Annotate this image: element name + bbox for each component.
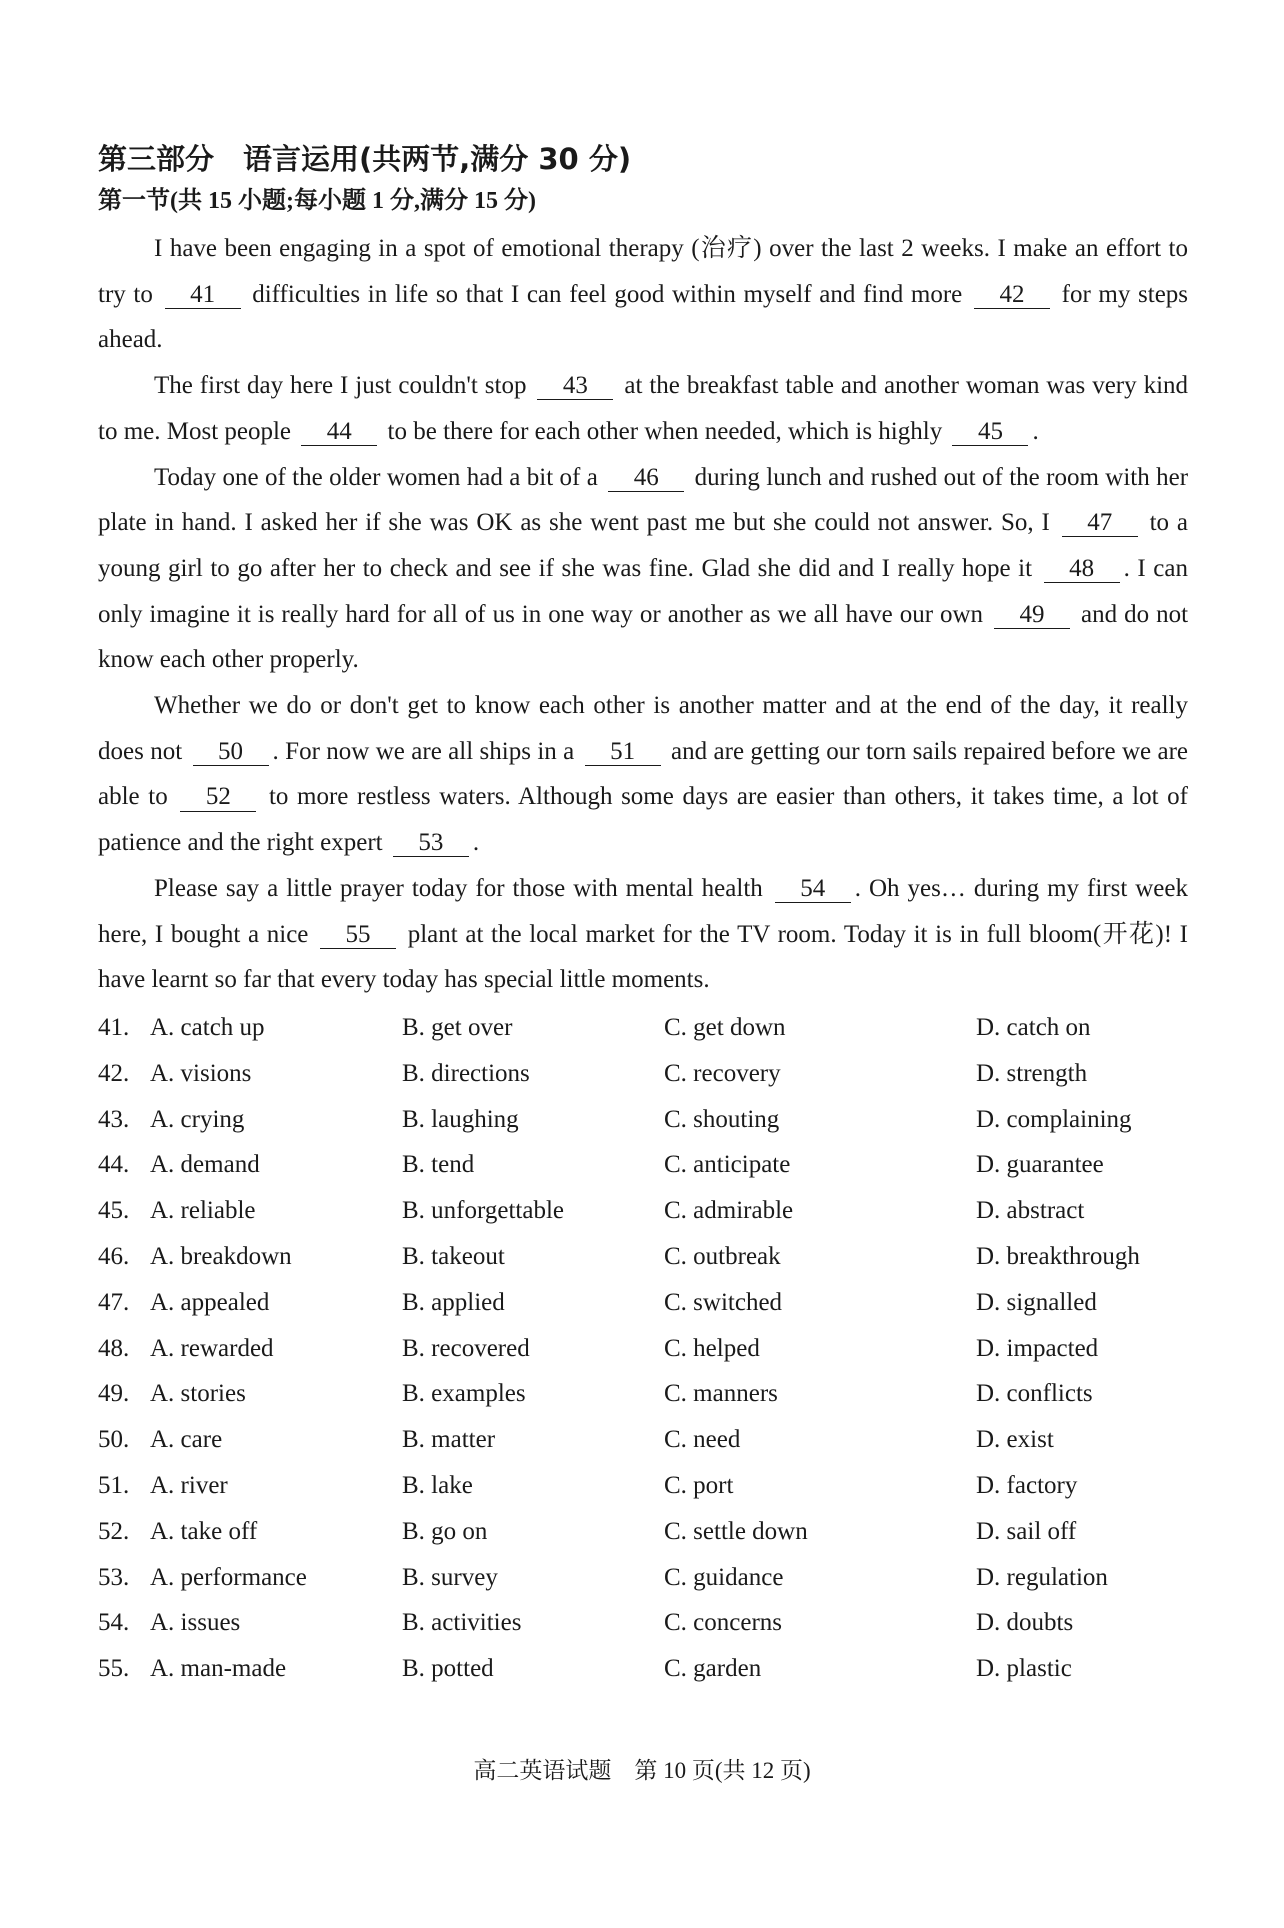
passage-text: Today one of the older women had a bit of a [154,463,598,491]
blank-51: 51 [585,739,661,766]
option-d: D. signalled [976,1288,1097,1316]
option-c: C. manners [664,1380,778,1408]
blank-42: 42 [974,282,1050,309]
question-row [98,1555,1188,1601]
option-c: C. garden [664,1655,762,1683]
question-number: 47. [98,1288,130,1316]
option-c: C. concerns [664,1609,783,1637]
passage-text: Please say a little prayer today for those with mental health [154,874,763,902]
question-number: 53. [98,1563,130,1591]
blank-50: 50 [193,739,269,766]
passage-text: to more restless waters. Although some days are easier than others, it takes time, a lot of patience and the right expert [98,783,1188,857]
option-b: B. recovered [402,1334,530,1362]
option-b: B. unforgettable [402,1197,564,1225]
question-row [98,1646,1188,1692]
option-a: A. take off [150,1517,258,1545]
option-b: B. laughing [402,1105,519,1133]
question-row [98,1280,1188,1326]
blank-48: 48 [1044,556,1120,583]
passage-text: plant at the local market for the TV room. Today it is in full bloom(开花)! I have learnt so far that every today has special little moments. [98,920,1188,994]
blank-41: 41 [165,282,241,309]
option-a: A. crying [150,1105,245,1133]
passage-text: difficulties in life so that I can feel good within myself and find more [252,280,963,308]
passage-paragraph-1 [98,226,1188,363]
question-row [98,1600,1188,1646]
question-row [98,1371,1188,1417]
question-row [98,1326,1188,1372]
option-b: B. activities [402,1609,522,1637]
answer-options [98,1005,1188,1692]
section-title: 第三部分 语言运用(共两节,满分 30 分) [98,142,632,176]
question-number: 43. [98,1105,130,1133]
question-row [98,1188,1188,1234]
option-d: D. impacted [976,1334,1099,1362]
option-d: D. regulation [976,1563,1108,1591]
question-number: 52. [98,1517,130,1545]
option-d: D. factory [976,1471,1078,1499]
passage-text: I have been engaging in a spot of emotional therapy (治疗) over the last 2 weeks. I make an effort to try to [98,235,1188,308]
blank-55: 55 [320,922,396,949]
page-footer: 高二英语试题 第 10 页(共 12 页) [473,1758,811,1783]
passage-paragraph-5 [98,866,1188,1003]
passage-text: to a young girl to go after her to check and see if she was fine. Glad she did and I really hope it [98,509,1189,582]
passage-text: at the breakfast table and another woman was very kind to me. Most people [98,372,1189,445]
question-number: 50. [98,1426,130,1454]
question-row [98,1051,1188,1097]
option-c: C. anticipate [664,1151,791,1179]
passage-paragraph-4 [98,683,1188,866]
option-b: B. potted [402,1655,494,1683]
passage-text: during lunch and rushed out of the room with her plate in hand. I asked her if she was OK as she went past me but she could not answer. So, I [98,463,1189,537]
passage-text: . [472,829,480,857]
question-number: 45. [98,1197,130,1225]
option-d: D. guarantee [976,1151,1104,1179]
option-a: A. river [150,1471,228,1499]
question-number: 41. [98,1013,130,1041]
blank-46: 46 [608,465,684,492]
blank-43: 43 [537,373,613,400]
question-row [98,1463,1188,1509]
option-d: D. complaining [976,1105,1132,1133]
passage-text: . [1032,417,1039,445]
question-number: 46. [98,1242,130,1270]
blank-47: 47 [1062,510,1138,537]
option-a: A. demand [150,1151,260,1179]
question-number: 54. [98,1609,130,1637]
question-row [98,1005,1188,1051]
option-d: D. plastic [976,1655,1072,1683]
option-a: A. appealed [150,1288,270,1316]
option-d: D. strength [976,1059,1088,1087]
option-b: B. tend [402,1151,475,1179]
question-row [98,1417,1188,1463]
question-row [98,1234,1188,1280]
blank-45: 45 [952,419,1028,446]
option-b: B. directions [402,1059,530,1087]
option-a: A. man-made [150,1655,287,1683]
blank-44: 44 [301,419,377,446]
option-b: B. go on [402,1517,488,1545]
option-a: A. catch up [150,1013,265,1041]
blank-54: 54 [775,876,851,903]
option-c: C. port [664,1471,734,1499]
option-a: A. care [150,1426,223,1454]
option-c: C. switched [664,1288,783,1316]
passage-text: and do not know each other properly. [98,600,1189,674]
page-content [98,138,1188,1692]
blank-53: 53 [393,830,469,857]
question-number: 51. [98,1471,130,1499]
passage-text: . For now we are all ships in a [272,737,575,765]
option-c: C. shouting [664,1105,780,1133]
option-a: A. stories [150,1380,246,1408]
passage-paragraph-2 [98,363,1188,454]
option-a: A. performance [150,1563,307,1591]
blank-49: 49 [994,602,1070,629]
passage-text: and are getting our torn sails repaired before we are able to [98,737,1188,811]
passage-text: . Oh yes… during my first week here, I bought a nice [98,874,1189,948]
passage-text: Whether we do or don't get to know each other is another matter and at the end of the day, it really does not [98,692,1188,765]
option-d: D. doubts [976,1609,1074,1637]
question-row [98,1509,1188,1555]
option-c: C. recovery [664,1059,781,1087]
option-a: A. breakdown [150,1242,292,1270]
option-d: D. abstract [976,1197,1085,1225]
option-a: A. rewarded [150,1334,274,1362]
option-a: A. issues [150,1609,241,1637]
passage-paragraph-3 [98,455,1188,684]
passage-text: for my steps ahead. [98,280,1189,354]
question-number: 42. [98,1059,130,1087]
option-c: C. need [664,1426,741,1454]
option-b: B. applied [402,1288,505,1316]
passage-text: to be there for each other when needed, which is highly [387,417,943,445]
question-row [98,1142,1188,1188]
question-row [98,1097,1188,1143]
option-b: B. takeout [402,1242,505,1270]
subsection-title: 第一节(共 15 小题;每小题 1 分,满分 15 分) [98,188,536,214]
option-b: B. get over [402,1013,513,1041]
option-d: D. breakthrough [976,1242,1140,1270]
option-c: C. outbreak [664,1242,781,1270]
option-c: C. get down [664,1013,786,1041]
option-c: C. helped [664,1334,760,1362]
option-c: C. admirable [664,1197,794,1225]
option-d: D. catch on [976,1013,1091,1041]
option-b: B. examples [402,1380,526,1408]
option-b: B. matter [402,1426,496,1454]
cloze-passage [98,226,1188,1003]
option-d: D. exist [976,1426,1054,1454]
question-number: 49. [98,1380,130,1408]
question-number: 55. [98,1655,130,1683]
option-c: C. guidance [664,1563,784,1591]
option-b: B. survey [402,1563,498,1591]
blank-52: 52 [180,784,256,811]
question-number: 48. [98,1334,130,1362]
option-a: A. visions [150,1059,252,1087]
option-a: A. reliable [150,1197,256,1225]
passage-text: . I can only imagine it is really hard for all of us in one way or another as we all have our own [98,554,1189,628]
option-c: C. settle down [664,1517,808,1545]
option-b: B. lake [402,1471,473,1499]
option-d: D. conflicts [976,1380,1093,1408]
option-d: D. sail off [976,1517,1077,1545]
question-number: 44. [98,1151,130,1179]
passage-text: The first day here I just couldn't stop [154,372,527,400]
